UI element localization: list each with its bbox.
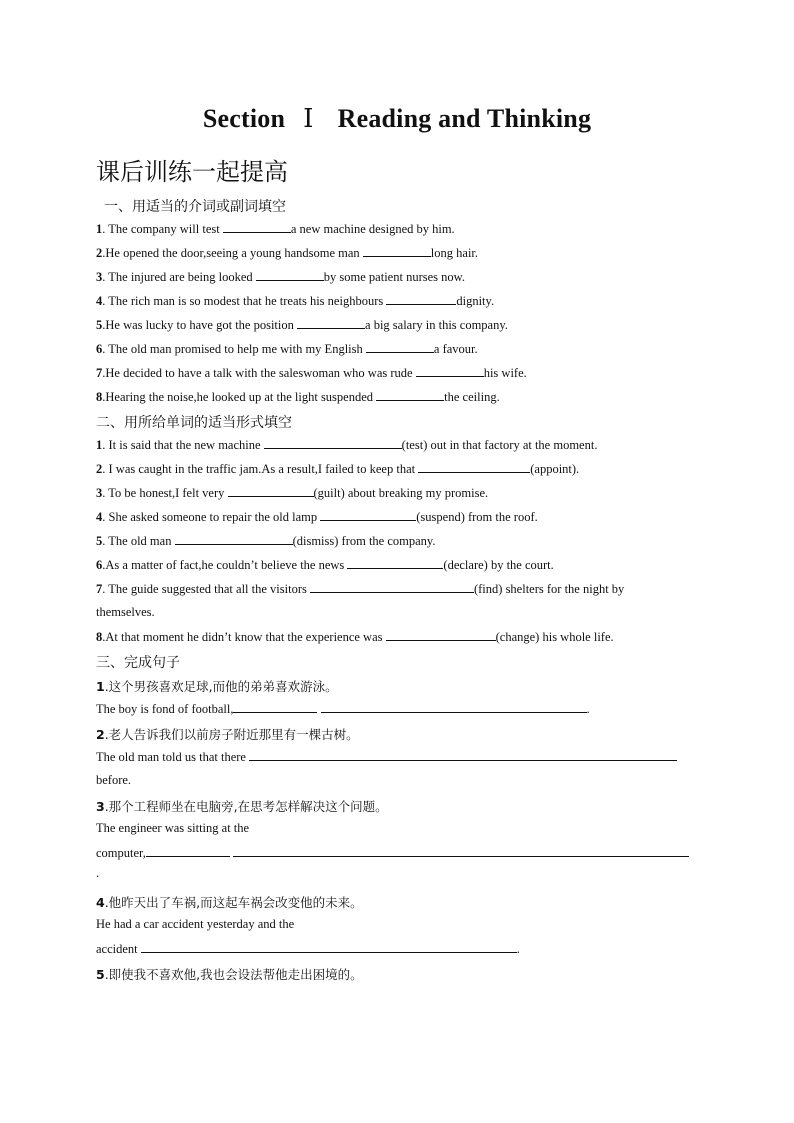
answer-blank[interactable] — [321, 701, 587, 713]
answer-blank[interactable] — [141, 941, 517, 953]
p1-item-6: 6. The old man promised to help me with my English a favour. — [96, 342, 478, 356]
title-section: Section — [202, 104, 286, 133]
p2-item-6: 6.As a matter of fact,he couldn’t believe the news (declare) by the court. — [96, 558, 554, 572]
section-heading-2: 二、用所给单词的适当形式填空 — [96, 415, 292, 431]
answer-blank[interactable] — [386, 629, 496, 641]
p1-item-7: 7.He decided to have a talk with the saleswoman who was rude his wife. — [96, 366, 527, 380]
answer-blank[interactable] — [416, 365, 484, 377]
title-roman: Ⅰ — [303, 104, 314, 133]
answer-blank[interactable] — [418, 461, 530, 473]
p1-item-3: 3. The injured are being looked by some patient nurses now. — [96, 270, 465, 284]
answer-blank[interactable] — [386, 293, 456, 305]
answer-blank[interactable] — [376, 389, 444, 401]
section-heading-1: 一、用适当的介词或副词填空 — [104, 199, 286, 215]
answer-blank[interactable] — [363, 245, 431, 257]
p2-item-7: 7. The guide suggested that all the visitors (find) shelters for the night by — [96, 582, 625, 596]
answer-blank[interactable] — [320, 509, 416, 521]
p1-item-4: 4. The rich man is so modest that he treats his neighbours dignity. — [96, 294, 495, 308]
p2-item-8: 8.At that moment he didn’t know that the experience was (change) his whole life. — [96, 630, 614, 644]
p1-item-1: 1. The company will test a new machine designed by him. — [96, 222, 455, 236]
p2-item-4: 4. She asked someone to repair the old lamp (suspend) from the roof. — [96, 510, 538, 524]
p2-item-5: 5. The old man (dismiss) from the company. — [96, 534, 436, 548]
p3-q4-chinese: 4.他昨天出了车祸,而这起车祸会改变他的未来。 — [96, 895, 363, 910]
p3-q3-english: The engineer was sitting at the — [96, 821, 250, 835]
p3-q1-english: The boy is fond of football, . — [96, 702, 590, 716]
section-heading-3: 三、完成句子 — [96, 655, 180, 671]
page-subtitle: 课后训练一起提高 — [96, 158, 288, 186]
answer-blank[interactable] — [233, 845, 689, 857]
p3-q3-chinese: 3.那个工程师坐在电脑旁,在思考怎样解决这个问题。 — [96, 799, 388, 814]
answer-blank[interactable] — [366, 341, 434, 353]
p3-q5-chinese: 5.即使我不喜欢他,我也会设法帮他走出困境的。 — [96, 967, 363, 982]
p1-item-8: 8.Hearing the noise,he looked up at the light suspended the ceiling. — [96, 390, 500, 404]
p3-q4-english: He had a car accident yesterday and the — [96, 917, 295, 931]
answer-blank[interactable] — [249, 749, 677, 761]
answer-blank[interactable] — [233, 701, 317, 713]
p2-item-7-continued: themselves. — [96, 605, 155, 619]
title-sub: Reading and Thinking — [337, 104, 592, 133]
answer-blank[interactable] — [175, 533, 293, 545]
p3-q3-end: . — [96, 866, 100, 880]
answer-blank[interactable] — [228, 485, 314, 497]
answer-blank[interactable] — [347, 557, 443, 569]
p3-q2-continued: before. — [96, 773, 132, 787]
answer-blank[interactable] — [223, 221, 291, 233]
p2-item-3: 3. To be honest,I felt very (guilt) about breaking my promise. — [96, 486, 489, 500]
answer-blank[interactable] — [310, 581, 474, 593]
p2-item-1: 1. It is said that the new machine (test) out in that factory at the moment. — [96, 438, 598, 452]
page-title — [0, 104, 794, 134]
p3-q2-english: The old man told us that there — [96, 749, 677, 765]
p1-item-5: 5.He was lucky to have got the position a big salary in this company. — [96, 318, 508, 332]
p1-item-2: 2.He opened the door,seeing a young handsome man long hair. — [96, 246, 479, 260]
p3-q3-english-2: computer, — [96, 845, 689, 861]
p3-q1-chinese: 1.这个男孩喜欢足球,而他的弟弟喜欢游泳。 — [96, 679, 338, 694]
p3-q4-english-2: accident . — [96, 942, 520, 956]
answer-blank[interactable] — [297, 317, 365, 329]
p3-q2-chinese: 2.老人告诉我们以前房子附近那里有一棵古树。 — [96, 727, 359, 742]
answer-blank[interactable] — [256, 269, 324, 281]
p2-item-2: 2. I was caught in the traffic jam.As a result,I failed to keep that (appoint). — [96, 462, 580, 476]
answer-blank[interactable] — [264, 437, 402, 449]
answer-blank[interactable] — [146, 845, 230, 857]
